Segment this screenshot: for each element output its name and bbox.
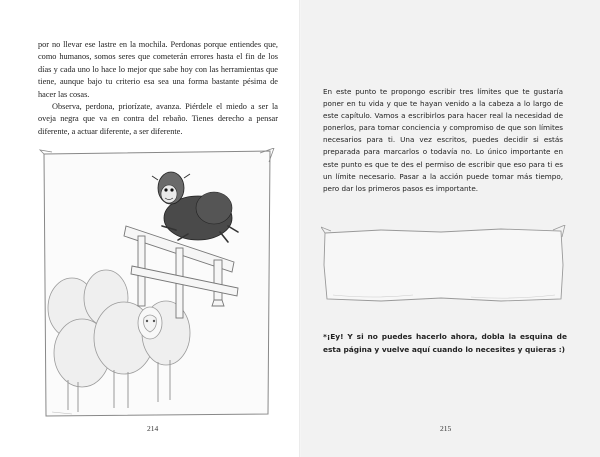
page-number-right: 215 — [440, 424, 452, 433]
right-paragraph-1: En este punto te propongo escribir tres límites que te gustaría poner en tu vida y que te hayan venido a la cabeza a lo largo de este capítulo. Vamos a escribirlos para hacer real la necesidad de ponerlos, para tomar conciencia y compromiso de que son límites necesarios para ti. Una vez escritos, puedes decidir si estás preparada para marcarlos o todavía no. Lo único importante en este punto es que te des el permiso de escribir que eso para ti es un límite necesario. Pasar a la acción puede tomar más tiempo, pero dar los primeros pasos es importante. — [323, 87, 563, 193]
left-paragraph-2: Observa, perdona, priorízate, avanza. Piérdele el miedo a ser la oveja negra que va en contra del rebaño. Tienes derecho a pensar diferente, a actuar diferente, a ser diferente. — [38, 102, 278, 136]
left-paragraph-1: por no llevar ese lastre en la mochila. Perdonas porque entiendes que, como humanos, somos seres que cometerán errores hasta el fin de los días y cada uno lo hace lo mejor que sabe hoy con las herramientas que tiene, aunque bajo tu criterio esa sea una forma bastante pésima de hacer las cosas. — [38, 40, 278, 99]
torn-paper-notepad-illustration — [321, 225, 567, 305]
right-page-text — [323, 86, 563, 195]
callout-text: *¡Ey! Y si no puedes hacerlo ahora, dobla la esquina de esta página y vuelve aquí cuando lo necesites y quieras :) — [323, 332, 567, 354]
page-number-left: 214 — [147, 424, 159, 433]
left-page-text — [38, 39, 278, 138]
sheep-illustration — [38, 148, 276, 420]
book-gutter — [299, 0, 301, 457]
